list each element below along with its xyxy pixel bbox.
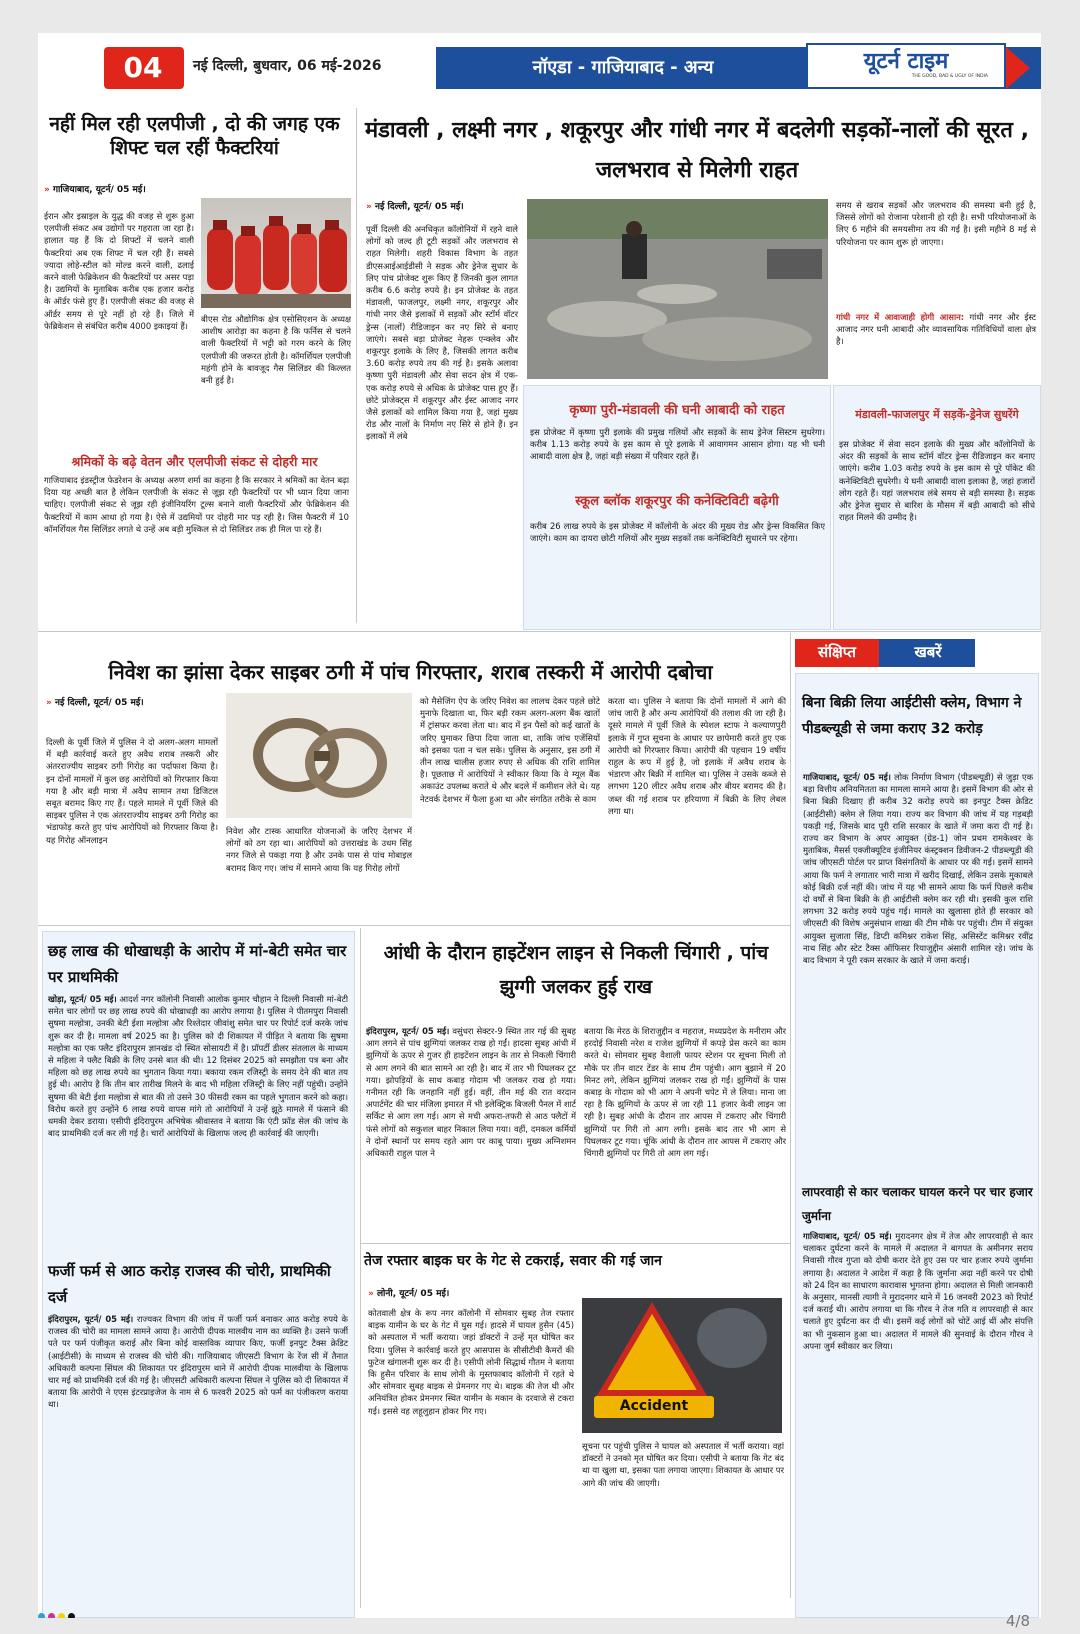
- sidebar-headline1: बिना बिक्री लिया आईटीसी क्लेम, विभाग ने पीडब्ल्यूडी से जमा कराए 32 करोड़: [802, 695, 1022, 737]
- story6-dateline: इंदिरापुरम, यूटर्न/ 05 मई।: [366, 1026, 450, 1036]
- story7-dateline-text: लोनी, यूटर्न/ 05 मई।: [376, 1289, 450, 1299]
- story4-body-text: आदर्श नगर कॉलोनी निवासी आलोक कुमार चौहान ने दिल्ली निवासी मां-बेटी समेत चार लोगों पर छह लाख रुपये की धोखाधड़ी का आरोप लगाया है। पुलिस ने पीतमपुरा निवासी सुषमा मल्होत्रा, उनकी बेटी ईशा मल्होत्रा और रिश्तेदार जीवांशु समेत चार पर रिपोर्ट दर्ज करके जांच शुरू कर दी है। मामला वर्ष 2025 का है। पुलिस को दी शिकायत में पीड़ित ने बताया कि सुषमा मल्होत्रा का एक फ्लैट इंदिरापुरम ज्ञानखंड दो स्थित सोसायटी में है। प्रॉपर्टी डीलर संतलाल के माध्यम से महिला ने फ्लैट बिक्री के लिए उनसे बात की थी। 12 दिसंबर 2025 को समझौता पत्र बना और महिला को छह लाख रुपये का भुगतान किया गया। बकाया रकम रजिस्ट्री के समय देने की बात तय हुई थी। आरोप है कि तीन बार तारीख मिलने के बाद भी महिला रजिस्ट्री के लिए नहीं पहुंची। उन्होंने सुषमा की बेटी ईशा मल्होत्रा से बात की तो उसने 30 फीसदी रकम का पहले भुगतान करने को कहा। विरोध करते हुए उन्होंने 6 लाख रुपये वापस मांगे तो आरोपियों ने उन्हें झूठे मामले में फंसाने की धमकी देकर डराया। एसीपी इंदिरापुरम अभिषेक श्रीवास्तव ने बताया कि एंटी फ्रॉड सेल की जांच के बाद प्राथमिकी दर्ज कर ली गई है। चारों आरोपियों के खिलाफ जल्द ही कार्रवाई की जाएगी।: [48, 994, 348, 1139]
- story5-body: [48, 1313, 348, 1483]
- story1-headline: नहीं मिल रही एलपीजी , दो की जगह एक शिफ्ट चल रहीं फैक्टरियां: [49, 113, 340, 159]
- header-date: नई दिल्ली, बुधवार, 06 मई-2026: [193, 58, 382, 74]
- story2-dateline-text: नई दिल्ली, यूटर्न/ 05 मई।: [374, 202, 464, 212]
- story1-body-bottom: गाजियाबाद इंडस्ट्रीज फेडरेशन के अध्यक्ष अरुण शर्मा का कहना है कि सरकार ने श्रमिकों का वेतन बढ़ा दिया यह अच्छी बात है लेकिन एलपीजी के संकट से जूझ रही फैक्टरियों पर भी ध्यान दिया जाना चाहिए। एलपीजी संकट से जूझ रही इंजीनियरिंग टूल्स बनाने वाली फैक्टरियों और फेब्रिकेशन की फैक्टरियों में काम आधा हो गया है। ऐसे में उद्यमियों पर दोहरी मार पड़ रही है। जिस फैक्टरी में 10 कॉमर्शियल गैस सिलिंडर लगते थे उन्हें अब बड़ी मुश्किल से दो सिलिंडर तक ही मिल पा रहे हैं।: [44, 475, 349, 534]
- story5-body-text: राज्यकर विभाग की जांच में फर्जी फर्म बनाकर आठ करोड़ रुपये के राजस्व की चोरी का मामला सामने आया है। आरोपी दीपक मालवीय नाम का व्यक्ति है। उसने फर्जी पते पर फर्म पंजीकृत कराई और बिना कोई वास्तविक व्यापार किए, फर्जी इनपुट टैक्स क्रेडिट (आईटीसी) के माध्यम से राजस्व की चोरी की। गाजियाबाद जीएसटी विभाग के रेंज सी में तैनात अधिकारी कल्पना सिंघल की शिकायत पर इंदिरापुरम थाने में आरोपी दीपक मालवीया के खिलाफ चार मई को प्राथमिकी दर्ज की गई है। जीएसटी अधिकारी कल्पना सिंघल ने पुलिस को दी शिकायत में बताया कि आरोपी ने एएस इंटरप्राइजेज के नाम से 6 फरवरी 2025 को फर्म का पंजीकरण कराया था।: [48, 1314, 348, 1410]
- newspaper-page: [38, 33, 1041, 1618]
- story2-photo: [527, 199, 828, 379]
- story5-dateline: इंदिरापुरम, यूटर्न/ 05 मई।: [48, 1314, 134, 1324]
- story1-body-left: ईरान और इस्राइल के युद्ध की वजह से शुरू हुआ एलपीजी संकट अब उद्योगों पर गहराता जा रहा है। हालात यह हैं कि दो शिफ्टों में चलने वाली फैक्टरियां अब एक शिफ्ट में चल रही हैं। सबसे ज्यादा लोहे-स्टील को मोल्ड करने वाली, ढलाई करने वाली फेब्रिकेशन की फैक्टरियों पर असर पड़ा है। उद्यमियों के मुताबिक करीब एक हजार करोड़ के ऑर्डर फंसे हुए हैं। एलपीजी संकट की वजह से ऑर्डर समय से पूरे नहीं हो रहे हैं। जिले में फेब्रिकेशन से संबंधित करीब 4000 इकाइयां हैं।: [44, 211, 194, 331]
- story5-headline: फर्जी फर्म से आठ करोड़ राजस्व की चोरी, प्राथमिकी दर्ज: [48, 1262, 331, 1306]
- logo-arrow: [1006, 47, 1030, 89]
- story6-body-col1: [366, 1025, 576, 1235]
- story3-body-col3: को मैसेजिंग ऐप के जरिए निवेश का लालच देकर पहले छोटे मुनाफे दिखाता था, फिर बड़ी रकम अलग-अलग बैंक खातों में ट्रांसफर करवा लेता था। बाद में इन पैसों को कई खातों के जरिए घुमाकर छिपा दिया जाता था, ताकि जांच एजेंसियों को इसका पता न चल सके। पुलिस के अनुसार, इस ठगी में तीन लाख चालीस हजार रुपए से अधिक की राशि शामिल है। पूछताछ में आरोपियों ने स्वीकार किया कि वे म्यूल बैंक अकाउंट उपलब्ध कराते थे और बदले में कमीशन लेते थे। यह नेटवर्क देशभर में फैला हुआ था और संगठित तरीके से काम: [420, 696, 600, 804]
- footer-color-dots: [38, 1605, 1041, 1615]
- story2-krishna-body: इस प्रोजेक्ट में कृष्णा पुरी इलाके की प्रमुख गलियों और सड़कों के साथ ड्रेनेज सिस्टम सुधरेगा। करीब 1.13 करोड़ रुपये के इस काम से पूरे इलाके में आवागमन आसान होगा। यह भी घनी आबादी वाला क्षेत्र है, जहां बड़ी संख्या में परिवार रहते हैं।: [530, 427, 825, 462]
- story2-gandhi: [836, 311, 1036, 383]
- story2-mandawali-body: इस प्रोजेक्ट में सेवा सदन इलाके की मुख्य और कॉलोनियों के अंदर की सड़कों के साथ स्टॉर्म वॉटर ड्रेन्स रीडिजाइन कर बनाए जाएंगे। करीब 1.03 करोड़ रुपये के इस काम से पूरे पॉकेट की कनेक्टिविटी सुधरेगी। ये घनी आबादी वाला इलाका है, जहां हजारों लोग रहते हैं। यहां जलभराव लंबे समय से बड़ी समस्या है। सड़क और ड्रेनेज सुधार से बारिश के मौसम में बड़ी आबादी को सीधे राहत मिलने की उम्मीद है।: [839, 439, 1035, 523]
- story3-dateline-text: नई दिल्ली, यूटर्न/ 05 मई।: [54, 698, 144, 708]
- story6-headline: आंधी के दौरान हाइटेंशन लाइन से निकली चिंगारी , पांच झुग्गी जलकर हुई राख: [383, 942, 769, 998]
- story4-headline: छह लाख की धोखाधड़ी के आरोप में मां-बेटी समेत चार पर प्राथमिकी: [48, 942, 347, 986]
- story6-body-col1-text: वसुंधरा सेक्टर-9 स्थित तार गई की सुबह आग लगने से पांच झुग्गियां जलकर राख हो गईं। हादसा सुबह आंधी में झुग्गियों के ऊपर से गुजर ही हाइटेंशन लाइन के तार से निकली चिंगारी से आग लगने की बात सामने आ रही है। बाद में तार भी पिघलकर टूट गया। झोपड़ियों के साथ कबाड़ गोदाम भी जलकर राख हो गया। गनीमत रही कि जनहानि नहीं हुई। वहीं, तीन मई की रात वरदान अपार्टमेंट की चार मंजिला इमारत में भी इलेक्ट्रिक बिजली पैनल में शार्ट सर्किट से आग लग गई। आग से मची अफरा-तफरी से आठ फ्लैटों में फंसे लोगों को सकुशल बाहर निकाल लिया गया। वहीं, दमकल कर्मियों ने दोनों स्थानों पर समय रहते आग पर काबू पाया। मुख्य अग्निशमन अधिकारी राहुल पाल ने: [366, 1026, 576, 1159]
- story7-image-text: Accident: [619, 1398, 689, 1414]
- story3-photo: [226, 693, 412, 818]
- sidebar-body2-text: मुरादनगर क्षेत्र में तेज और लापरवाही से कार चलाकर दुर्घटना करने के मामले में अदालत ने बागपत के अमीनगर सराय निवासी गौरव गुप्ता को दोषी करार देते हुए उस पर चार हजार रुपये जुर्माना लगाया है। अदालत ने आदेश में कहा है कि जुर्माना अदा नहीं करने पर दोषी को 24 दिन का साधारण कारावास भुगतना होगा। अदालत से मिली जानकारी के अनुसार, मानसी त्यागी ने मुरादनगर थाने में 16 जनवरी 2023 को रिपोर्ट दर्ज कराई थी। आरोप लगाया था कि गौरव ने तेज गति व लापरवाही से कार चलाते हुए दुर्घटना कर दी थी। इसमें कई लोगों को चोटें आई थीं और संपत्ति का भी नुकसान हुआ था। अदालत में मामले की सुनवाई के दौरान गौरव ने अपना जुर्म स्वीकार कर लिया।: [803, 1231, 1033, 1351]
- story2-sub-mandawali: मंडावली-फाजलपुर में सड़कें-ड्रेनेज सुधरेंगे: [855, 408, 1019, 421]
- story3-body-col2: निवेश और टास्क आधारित योजनाओं के जरिए देशभर में लोगों को ठग रहा था। आरोपियों को उत्तराखंड के उधम सिंह नगर जिले से पकड़ा गया है और उनके पास से पांच मोबाइल बरामद किए गए। जांच में सामने आया कि यह गिरोह लोगों: [226, 826, 412, 873]
- page-number: 04: [123, 51, 163, 84]
- masthead-bar: [38, 33, 1041, 88]
- sidebar-body2: [803, 1230, 1033, 1535]
- story1-body-right: बीएस रोड औद्योगिक क्षेत्र एसोसिएशन के अध्यक्ष आशीष आरोड़ा का कहना है कि फर्निस से चलने वाली फैक्टरियों में भट्टी को गरम करने के लिए एलपीजी की जरूरत होती है। कॉमर्शियल एलपीजी महंगी होने के बावजूद गैस सिलिंडर की किल्लत बनी हुई है।: [201, 314, 351, 386]
- story2-gandhi-head: गांधी नगर में आवाजाही होगी आसान:: [836, 312, 965, 322]
- story3-headline: निवेश का झांसा देकर साइबर ठगी में पांच गिरफ्तार, शराब तस्करी में आरोपी दबोचा: [108, 660, 713, 684]
- story1-dateline-text: गाजियाबाद, यूटर्न/ 05 मई।: [52, 185, 146, 195]
- sidebar-dateline2: गाजियाबाद, यूटर्न/ 05 मई।: [803, 1231, 892, 1241]
- story4-dateline: खोड़ा, यूटर्न/ 05 मई।: [48, 994, 117, 1004]
- logo-text: यूटर्न टाइम: [863, 49, 949, 74]
- sidebar-label2: खबरें: [914, 643, 942, 661]
- story2-sub-krishna: कृष्णा पुरी-मंडावली की घनी आबादी को राहत: [569, 403, 785, 418]
- story1-dateline: » गाजियाबाद, यूटर्न/ 05 मई।: [44, 185, 146, 195]
- story4-body: [48, 993, 348, 1251]
- story3-body-col4: करता था। पुलिस ने बताया कि दोनों मामलों में आगे की जांच जारी है और अन्य आरोपियों की तलाश की जा रही है। दूसरे मामले में पूर्वी जिले के स्पेशल स्टाफ ने कल्याणपुरी इलाके में गुप्त सूचना के आधार पर छापेमारी करते हुए एक आरोपी को गिरफ्तार किया। आरोपी की पहचान 19 वर्षीय राहुल के रूप में हुई है, जो इलाके में अवैध शराब के भंडारण और बिक्री में शामिल था। पुलिस ने उसके कब्जे से लगभग 120 लीटर अवैध शराब और बीयर बरामद की है। जब्त की गई शराब पर हरियाणा में बिक्री के लिए लेबल लगा था।: [608, 696, 786, 816]
- sidebar-dateline1: गाजियाबाद, यूटर्न/ 05 मई।: [803, 772, 891, 782]
- logo-tagline: THE GOOD, BAD & UGLY OF INDIA: [911, 74, 988, 79]
- story3-dateline: » नई दिल्ली, यूटर्न/ 05 मई।: [46, 698, 144, 708]
- sidebar-body1: [803, 771, 1033, 1161]
- story6-body-col2: बताया कि मेरठ के शिराजुद्दीन व महराज, मध्यप्रदेश के मनीराम और हरदोई निवासी नरेश व राजेश झुग्गियों में कपड़े प्रेस करने का काम करते थे। सोमवार सुबह वैशाली फायर स्टेशन पर सूचना मिली तो मौके पर तीन वाटर टेंडर के साथ टीम पहुंची। आग बुझाने में 20 मिनट लगे, लेकिन झुग्गियां जलकर राख हो गईं। झुग्गियों के पास कबाड़ के गोदाम को भी आग ने अपनी चपेट में ले लिया। माना जा रहा है कि झुग्गियों के ऊपर से जा रही 11 हजार केवी लाइन जा रही है। सुबह आंधी के दौरान तार आपस में टकराए और चिंगारी झुग्गियों पर गिरी तो आग लगी। इसके बाद तार भी आग से पिघलकर टूट गया। चूंकि आंधी के दौरान तार आपस में टकराए और चिंगारी झुग्गियों पर गिरी तो आग लग गई।: [584, 1026, 786, 1159]
- section-title: नॉएडा - गाजियाबाद - अन्य: [532, 57, 714, 78]
- page-indicator: 4/8: [1005, 1612, 1030, 1630]
- sidebar-body1-text: लोक निर्माण विभाग (पीडब्ल्यूडी) से जुड़ा एक बड़ा वित्तीय अनियमितता का मामला सामने आया है। इसमें विभाग की ओर से बिना बिक्री दिखाए ही करीब 32 करोड़ रुपये का इनपुट टैक्स क्रेडिट (आईटीसी) क्लेम ले लिया गया। राज्य कर विभाग की जांच में यह गड़बड़ी पकड़ी गई, जिसके बाद पूरी राशि सरकार के खाते में जमा करा दी गई है। राज्य कर विभाग के अपर आयुक्त (ग्रेड-1) जोन प्रथम रामकेश्वर के मुताबिक, मैसर्स एक्जीक्यूटिव इंजीनियर कंस्ट्रक्शन डिवीजन-2 पीडब्ल्यूडी की जांच जीएसटी पोर्टल पर प्राप्त विसंगतियों के आधार पर की गई। इसमें सामने आया कि फर्म ने लगातार भारी मात्रा में खरीद दिखाई, लेकिन उसके मुकाबले कोई बिक्री दर्ज नहीं की। जांच में यह भी सामने आया कि फर्म पिछले करीब दो वर्षों से बिना बिक्री के ही आईटीसी क्लेम कर रही थी। इसकी कुल राशि लगभग 32 करोड़ रुपये पहुंच गई। मामले का खुलासा होते ही सरकार को जीएसटी की विशेष अनुसंधान शाखा की टीम मौके पर पहुंची। टीम में संयुक्त आयुक्त सुजाता सिंह, डिप्टी कमिश्नर राकेश सिंह, असिस्टेंट कमिश्नर रवींद्र नाथ सिंह और स्टेट टैक्स ऑफिसर रियाजुद्दीन अंसारी शामिल रहे। जांच के बाद विभाग ने पूरी रकम सरकार के खाते में जमा कराई।: [803, 772, 1033, 966]
- story2-gandhi-body: गांधी नगर और ईस्ट आजाद नगर घनी आबादी और व्यावसायिक गतिविधियों वाला क्षेत्र है।: [836, 312, 1036, 347]
- story7-body-left: कोतवाली क्षेत्र के रूप नगर कॉलोनी में सोमवार सुबह तेज रफ्तार बाइक यामीन के घर के गेट में घुस गई। हादसे में घायल हुसैन (45) को अस्पताल में भर्ती कराया। जहां डॉक्टरों ने उन्हें मृत घोषित कर दिया। पुलिस ने कार्रवाई करते हुए आसपास के सीसीटीवी कैमरों की फुटेज खंगालनी शुरू कर दी है। एसीपी लोनी सिद्धार्थ गौतम ने बताया कि हुसैन परिवार के साथ लोनी के मुस्तफाबाद कॉलोनी में रहते थे और सोमवार सुबह बाइक से प्रेमनगर गए थे। बाइक की तेज थी और अनियंत्रित होकर प्रेमनगर स्थित यामीन के मकान के दरवाजे से टकरा गई। इससे वह लहूलुहान होकर गिर गए।: [368, 1308, 574, 1416]
- story2-body-col1: पूर्वी दिल्ली की अनधिकृत कॉलोनियों में रहने वाले लोगों को जल्द ही टूटी सड़कों और जलभराव से राहत मिलेगी। शहरी विकास विभाग के तहत डीएसआईआईडीसी ने सड़क और ड्रेनेज सुधार के लिए पांच प्रोजेक्ट शुरू किए हैं जिनकी कुल लागत करीब 6.6 करोड़ रुपये है। इन प्रोजेक्ट के तहत मंडावली, फाजलपुर, लक्ष्मी नगर, शकूरपुर और गांधी नगर जैसे इलाकों में सड़कों और स्टॉर्म वॉटर ड्रेन्स (नालों) रीडिजाइन कर नए सिरे से बनाए जाएंगे। सबसे बड़ा प्रोजेक्ट नेहरू एन्क्लेव और शकूरपुर इलाके के लिए है, जिसकी लागत करीब 3.60 करोड़ रुपये तय की गई है। इसके अलावा कृष्णा पुरी मंडावली और सेवा सदन क्षेत्र में एक-एक करोड़ रुपये से अधिक के प्रोजेक्ट पास हुए हैं। छोटे प्रोजेक्ट्स में शकूरपुर और ईस्ट आजाद नगर जैसे इलाकों को शामिल किया गया है, जहां मुख्य रोड और नालों के निर्माण नए सिरे से होने हैं। इन इलाकों में लंबे: [366, 224, 518, 442]
- story2-sub-school: स्कूल ब्लॉक शकूरपुर की कनेक्टिविटी बढ़ेगी: [575, 494, 779, 509]
- story2-headline: मंडावली , लक्ष्मी नगर , शकूरपुर और गांधी नगर में बदलेगी सड़कों-नालों की सूरत , जलभराव से मिलेगी राहत: [365, 118, 1029, 183]
- sidebar-label1: संक्षिप्त: [818, 643, 856, 661]
- story1-photo: [201, 198, 351, 308]
- story2-dateline: » नई दिल्ली, यूटर्न/ 05 मई।: [366, 202, 464, 212]
- sidebar-headline2: लापरवाही से कार चलाकर घायल करने पर चार हजार जुर्माना: [802, 1185, 1033, 1223]
- story2-body-col3: समय से खराब सड़कों और जलभराव की समस्या बनी हुई है, जिससे लोगों को रोजाना परेशानी हो रही है। सभी परियोजनाओं के लिए 6 महीने की समयसीमा तय की गई है। इसी महीने 8 मई से परियोजना पर काम शुरू हो जाएगा।: [836, 200, 1036, 247]
- story1-subhead: श्रमिकों के बढ़े वेतन और एलपीजी संकट से दोहरी मार: [71, 454, 318, 469]
- story3-body-col1: दिल्ली के पूर्वी जिले में पुलिस ने दो अलग-अलग मामलों में बड़ी कार्रवाई करते हुए अवैध शराब तस्करी और अंतरराज्यीय साइबर ठगी गिरोह का पर्दाफाश किया है। इन दोनों मामलों में कुल छह आरोपियों को गिरफ्तार किया गया है और बड़ी मात्रा में अवैध सामान तथा डिजिटल सबूत बरामद किए गए हैं। पहले मामले में पूर्वी जिले की साइबर पुलिस ने एक अंतरराज्यीय साइबर ठगी गिरोह का भंडाफोड़ करते हुए पांच आरोपियों को गिरफ्तार किया है। यह गिरोह ऑनलाइन: [46, 737, 218, 845]
- story7-body-right: सूचना पर पहुंची पुलिस ने घायल को अस्पताल में भर्ती कराया। वहां डॉक्टरों ने उनको मृत घोषित कर दिया। एसीपी ने बताया कि गेट बंद था या खुला था, इसका पता लगाया जाएगा। शिकायत के आधार पर आगे की जांच की जाएगी।: [582, 1441, 784, 1488]
- story2-school-body: करीब 26 लाख रुपये के इस प्रोजेक्ट में कॉलोनी के अंदर की मुख्य रोड और ड्रेन्स विकसित किए जाएंगे। काम का दायरा छोटी गलियों और मुख्य सड़कों तक कनेक्टिविटी सुधारने पर रहेगा।: [530, 521, 825, 544]
- story7-dateline: » लोनी, यूटर्न/ 05 मई।: [368, 1289, 450, 1299]
- story7-headline: तेज रफ्तार बाइक घर के गेट से टकराई, सवार की गई जान: [364, 1253, 662, 1269]
